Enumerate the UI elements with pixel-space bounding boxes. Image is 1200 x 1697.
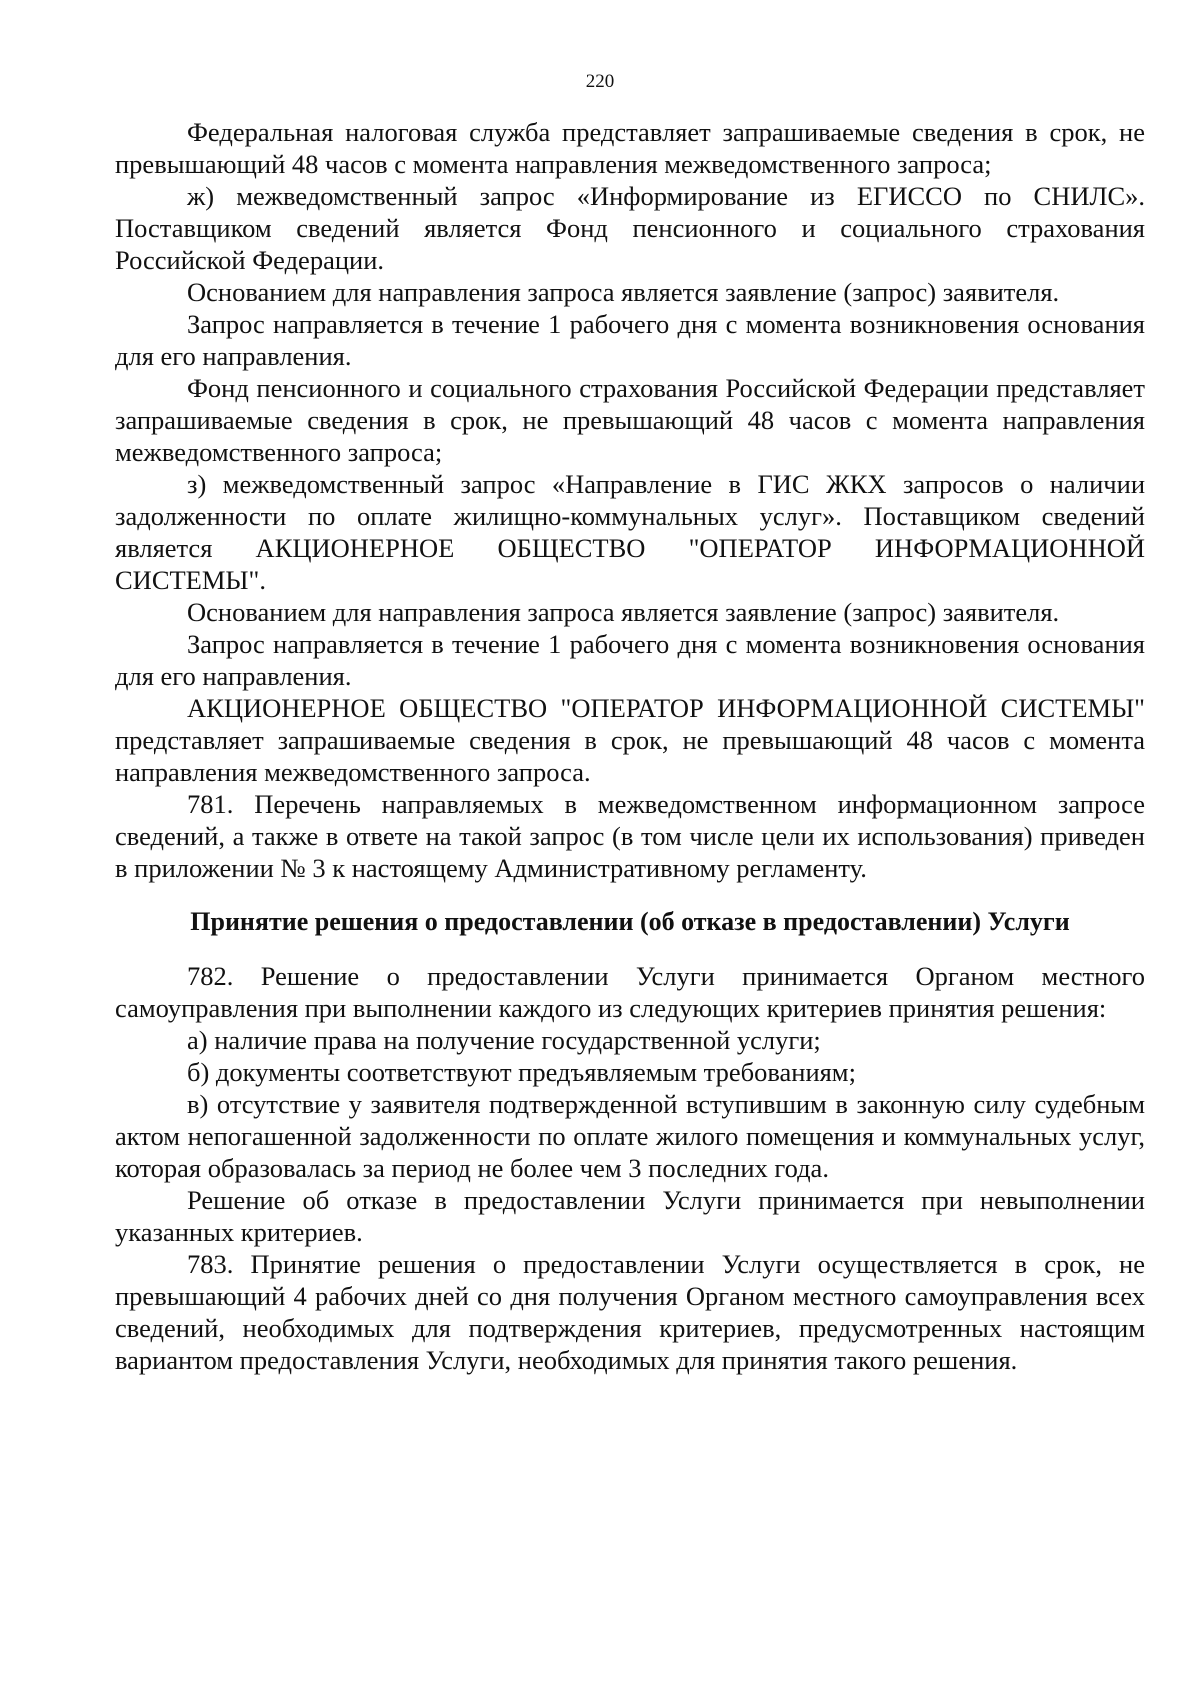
paragraph: Запрос направляется в течение 1 рабочего дня с момента возникновения основания для его направления.: [115, 309, 1145, 371]
document-body: [115, 116, 1145, 1376]
paragraph: 781. Перечень направляемых в межведомственном информационном запросе сведений, а также в ответе на такой запрос (в том числе цели их использования) приведен в приложении № 3 к настоящему Административному регламенту.: [115, 789, 1145, 883]
paragraph: Основанием для направления запроса является заявление (запрос) заявителя.: [187, 277, 1060, 307]
paragraph: АКЦИОНЕРНОЕ ОБЩЕСТВО "ОПЕРАТОР ИНФОРМАЦИОННОЙ СИСТЕМЫ" представляет запрашиваемые сведения в срок, не превышающий 48 часов с момента направления межведомственного запроса.: [115, 693, 1145, 787]
paragraph: Федеральная налоговая служба представляет запрашиваемые сведения в срок, не превышающий 48 часов с момента направления межведомственного запроса;: [115, 117, 1145, 179]
paragraph: 783. Принятие решения о предоставлении Услуги осуществляется в срок, не превышающий 4 рабочих дней со дня получения Органом местного самоуправления всех сведений, необходимых для подтверждения критериев, предусмотренных настоящим вариантом предоставления Услуги, необходимых для принятия такого решения.: [115, 1249, 1145, 1375]
paragraph: а) наличие права на получение государственной услуги;: [187, 1025, 821, 1055]
page-number: 220: [585, 71, 615, 92]
paragraph: б) документы соответствуют предъявляемым требованиям;: [187, 1057, 856, 1087]
paragraph: 782. Решение о предоставлении Услуги принимается Органом местного самоуправления при выполнении каждого из следующих критериев принятия решения:: [115, 961, 1145, 1023]
paragraph: з) межведомственный запрос «Направление в ГИС ЖКХ запросов о наличии задолженности по оплате жилищно-коммунальных услуг». Поставщиком сведений является АКЦИОНЕРНОЕ ОБЩЕСТВО "ОПЕРАТОР ИНФОРМАЦИОННОЙ СИСТЕМЫ".: [115, 469, 1145, 595]
paragraph: Фонд пенсионного и социального страхования Российской Федерации представляет запрашиваемые сведения в срок, не превышающий 48 часов с момента направления межведомственного запроса;: [115, 373, 1145, 467]
paragraph: Решение об отказе в предоставлении Услуги принимается при невыполнении указанных критериев.: [115, 1185, 1145, 1247]
section-heading: Принятие решения о предоставлении (об отказе в предоставлении) Услуги: [190, 907, 1070, 936]
paragraph: Запрос направляется в течение 1 рабочего дня с момента возникновения основания для его направления.: [115, 629, 1145, 691]
paragraph: Основанием для направления запроса является заявление (запрос) заявителя.: [187, 597, 1060, 627]
paragraph: в) отсутствие у заявителя подтвержденной вступившим в законную силу судебным актом непогашенной задолженности по оплате жилого помещения и коммунальных услуг, которая образовалась за период не более чем 3 последних года.: [115, 1089, 1145, 1183]
paragraph: ж) межведомственный запрос «Информирование из ЕГИССО по СНИЛС». Поставщиком сведений является Фонд пенсионного и социального страхования Российской Федерации.: [115, 181, 1145, 275]
